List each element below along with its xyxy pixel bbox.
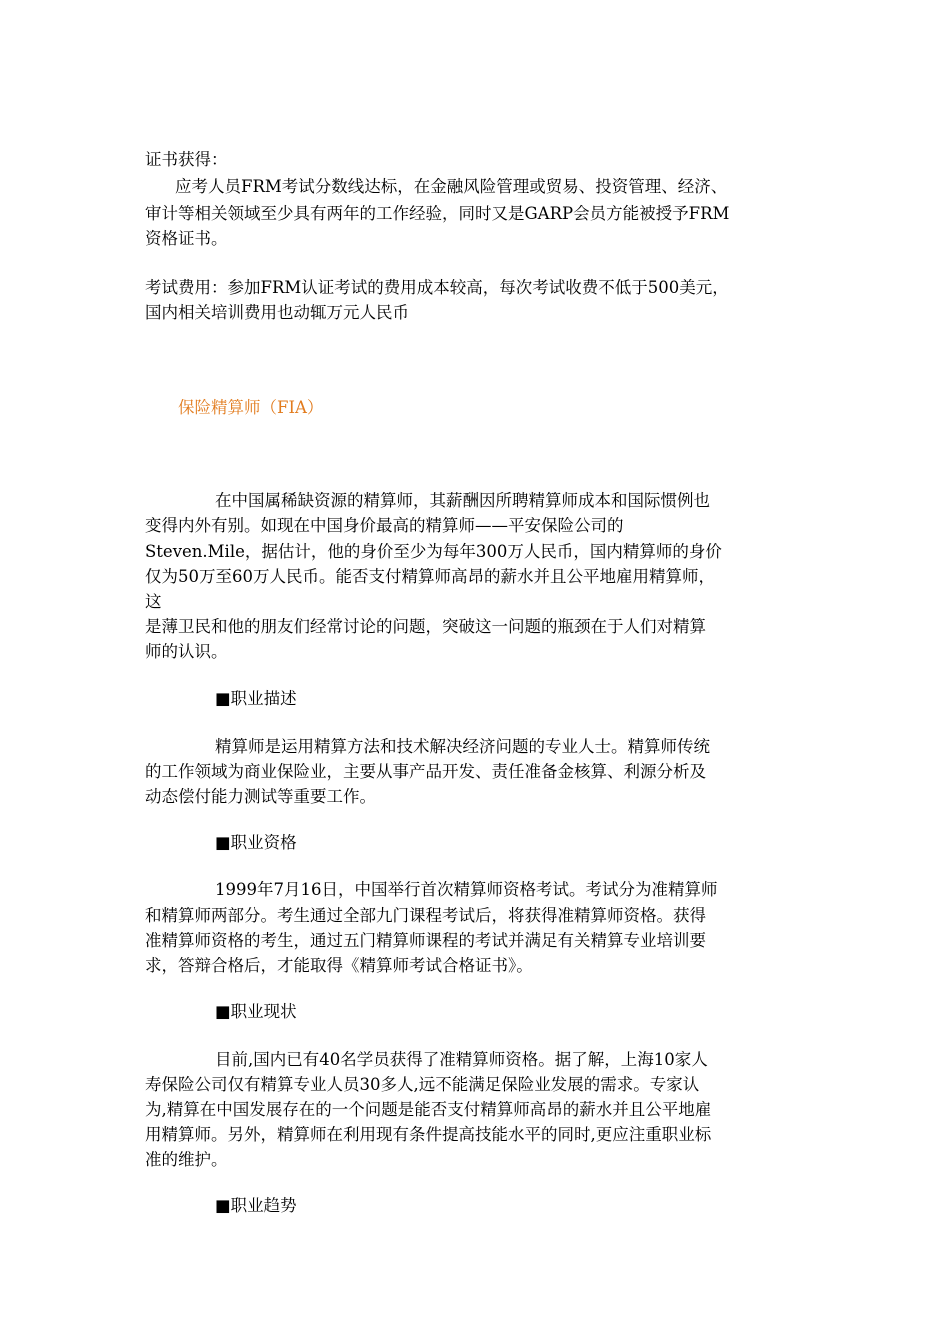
qualification-paragraph-line: 准精算师资格的考生，通过五门精算师课程的考试并满足有关精算专业培训要 xyxy=(145,931,706,950)
status-paragraph-line: 用精算师。另外，精算师在利用现有条件提高技能水平的同时,更应注重职业标 xyxy=(145,1125,712,1144)
frm-certificate-text-line: 资格证书。 xyxy=(145,229,228,248)
intro-paragraph-line: 变得内外有别。如现在中国身价最高的精算师——平安保险公司的 xyxy=(145,516,624,535)
intro-paragraph-line: 是薄卫民和他的朋友们经常讨论的问题，突破这一问题的瓶颈在于人们对精算 xyxy=(145,617,706,636)
frm-certificate-text-line: 应考人员FRM考试分数线达标，在金融风险管理或贸易、投资管理、经济、 xyxy=(175,177,728,196)
intro-paragraph-line: Steven.Mile，据估计，他的身价至少为每年300万人民币，国内精算师的身价 xyxy=(145,542,722,561)
heading-job-status: ■职业现状 xyxy=(215,1002,297,1021)
section-title: 保险精算师（FIA） xyxy=(178,398,324,417)
frm-certificate-label: 证书获得： xyxy=(145,150,228,169)
frm-certificate-text-line: 审计等相关领域至少具有两年的工作经验，同时又是GARP会员方能被授予FRM xyxy=(145,204,730,223)
description-paragraph-line: 精算师是运用精算方法和技术解决经济问题的专业人士。精算师传统 xyxy=(215,737,710,756)
status-paragraph-line: 寿保险公司仅有精算专业人员30多人,远不能满足保险业发展的需求。专家认 xyxy=(145,1075,700,1094)
intro-paragraph-line: 师的认识。 xyxy=(145,642,228,661)
intro-paragraph-line: 在中国属稀缺资源的精算师，其薪酬因所聘精算师成本和国际惯例也 xyxy=(215,491,710,510)
description-paragraph-line: 的工作领域为商业保险业，主要从事产品开发、责任准备金核算、利源分析及 xyxy=(145,762,706,781)
frm-exam-fee-line: 国内相关培训费用也动辄万元人民币 xyxy=(145,303,409,322)
description-paragraph-line: 动态偿付能力测试等重要工作。 xyxy=(145,787,376,806)
qualification-paragraph-line: 和精算师两部分。考生通过全部九门课程考试后，将获得准精算师资格。获得 xyxy=(145,906,706,925)
intro-paragraph-line: 仅为50万至60万人民币。能否支付精算师高昂的薪水并且公平地雇用精算师， xyxy=(145,567,715,586)
heading-job-description: ■职业描述 xyxy=(215,689,297,708)
status-paragraph-line: 目前,国内已有40名学员获得了准精算师资格。据了解，上海10家人 xyxy=(215,1050,708,1069)
heading-job-qualification: ■职业资格 xyxy=(215,833,297,852)
frm-exam-fee-line: 考试费用：参加FRM认证考试的费用成本较高，每次考试收费不低于500美元， xyxy=(145,278,729,297)
intro-paragraph-line: 这 xyxy=(145,592,162,611)
status-paragraph-line: 准的维护。 xyxy=(145,1150,228,1169)
qualification-paragraph-line: 求，答辩合格后，才能取得《精算师考试合格证书》。 xyxy=(145,956,533,975)
status-paragraph-line: 为,精算在中国发展存在的一个问题是能否支付精算师高昂的薪水并且公平地雇 xyxy=(145,1100,712,1119)
qualification-paragraph-line: 1999年7月16日，中国举行首次精算师资格考试。考试分为准精算师 xyxy=(215,880,718,899)
heading-job-trend: ■职业趋势 xyxy=(215,1196,297,1215)
